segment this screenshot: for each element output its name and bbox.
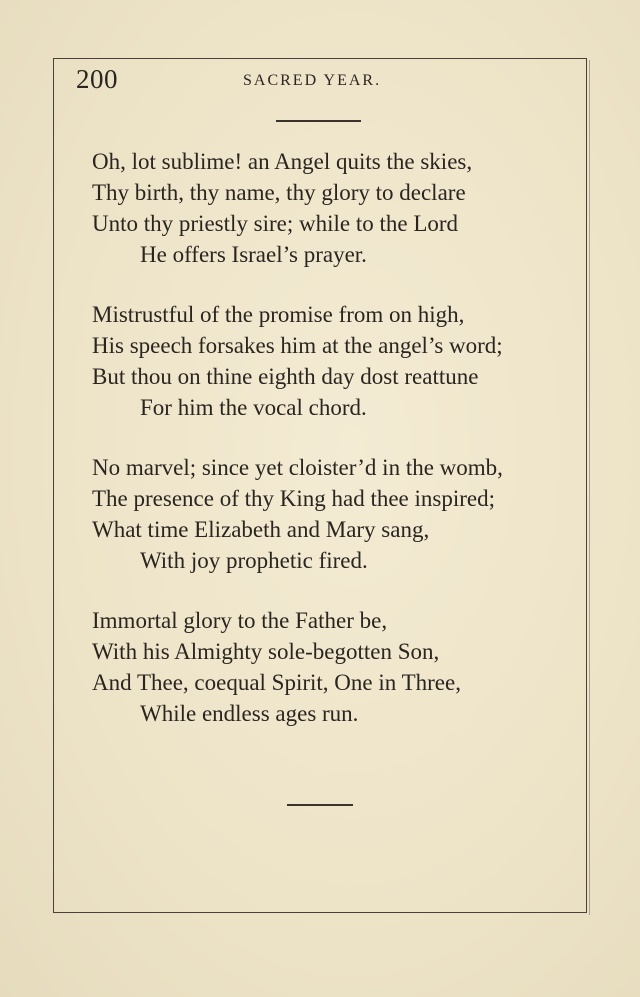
poem-line: The presence of thy King had thee inspired;	[92, 486, 496, 511]
poem-line: Thy birth, thy name, thy glory to declare	[92, 180, 466, 205]
poem-line: No marvel; since yet cloister’d in the womb,	[92, 455, 503, 480]
poem-line: Mistrustful of the promise from on high,	[92, 302, 465, 327]
poem	[92, 146, 562, 758]
running-head: SACRED YEAR.	[243, 72, 382, 89]
poem-line-indented: While endless ages run.	[140, 701, 359, 726]
poem-line-indented: With joy prophetic fired.	[140, 548, 368, 573]
poem-line: Unto thy priestly sire; while to the Lord	[92, 211, 459, 236]
poem-line: Immortal glory to the Father be,	[92, 608, 388, 633]
page-number: 200	[76, 64, 118, 94]
stanza-3	[92, 452, 562, 576]
poem-line: But thou on thine eighth day dost reattune	[92, 364, 479, 389]
stanza-1	[92, 146, 562, 270]
bottom-rule	[287, 804, 353, 806]
poem-line: What time Elizabeth and Mary sang,	[92, 517, 430, 542]
stanza-2	[92, 299, 562, 423]
poem-line: With his Almighty sole-begotten Son,	[92, 639, 440, 664]
poem-line: His speech forsakes him at the angel’s word;	[92, 333, 503, 358]
page-border-shadow	[589, 60, 590, 915]
poem-line-indented: For him the vocal chord.	[140, 395, 367, 420]
poem-line: And Thee, coequal Spirit, One in Three,	[92, 670, 461, 695]
poem-line: Oh, lot sublime! an Angel quits the skies,	[92, 149, 473, 174]
stanza-4	[92, 605, 562, 729]
poem-line-indented: He offers Israel’s prayer.	[140, 242, 367, 267]
top-rule	[276, 120, 361, 122]
